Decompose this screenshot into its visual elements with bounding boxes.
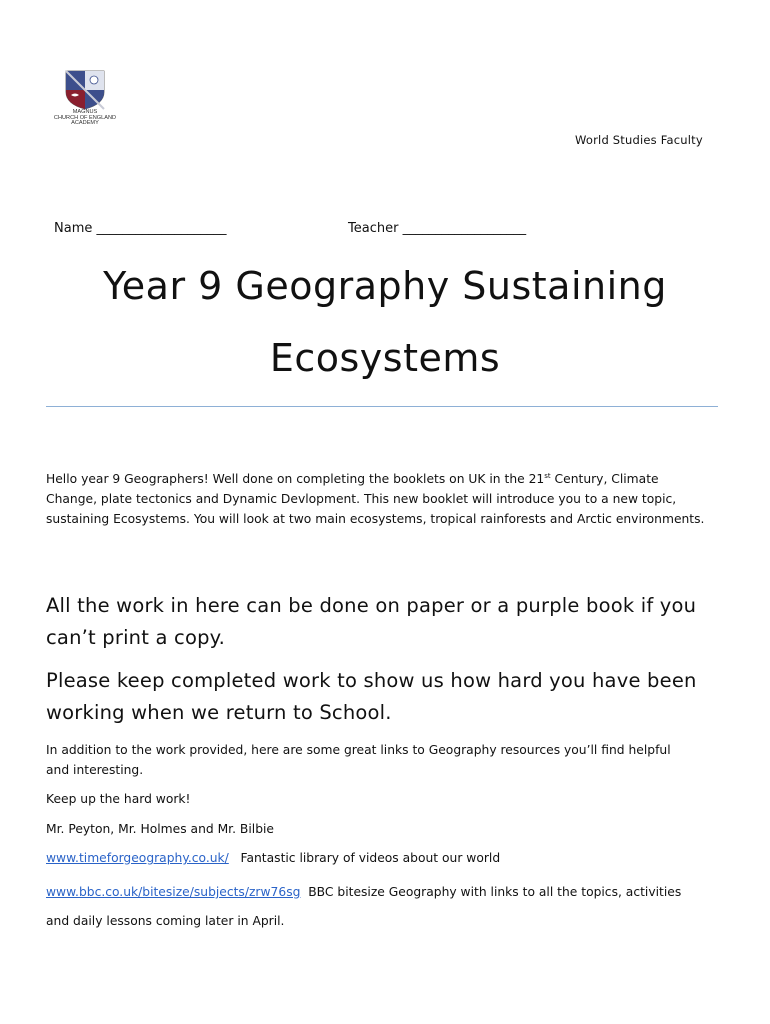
link-description: BBC bitesize Geography with links to all the topics, activities and daily lessons coming later in April.	[46, 885, 682, 928]
academy-crest-icon	[44, 70, 126, 110]
logo-text-line: ACADEMY	[71, 120, 99, 127]
link-description: Fantastic library of videos about our world	[240, 851, 501, 865]
faculty-label: World Studies Faculty	[575, 133, 703, 147]
keep-work-notice: Please keep completed work to show us how hard you have been working when we return to School.	[46, 669, 697, 724]
links-intro: In addition to the work provided, here are some great links to Geography resources you’ll find helpful and interesting.	[46, 743, 671, 777]
name-label: Name	[54, 221, 93, 236]
academy-logo	[44, 70, 126, 140]
signoff-text: Mr. Peyton, Mr. Holmes and Mr. Bilbie	[46, 822, 274, 836]
paper-notice: All the work in here can be done on paper or a purple book if you can’t print a copy.	[46, 594, 697, 649]
teacher-blank: ___________________	[402, 221, 527, 236]
teacher-label: Teacher	[348, 221, 399, 236]
name-blank: ____________________	[96, 221, 227, 236]
logo-text-line: CHURCH OF ENGLAND	[53, 114, 117, 121]
name-field[interactable]	[54, 221, 227, 236]
title-divider	[46, 406, 718, 407]
page-title-line-2: Ecosystems	[269, 336, 501, 380]
intro-text-part1: Hello year 9 Geographers! Well done on completing the booklets on UK in the 21	[46, 472, 545, 486]
intro-paragraph	[46, 469, 711, 529]
link-row	[46, 878, 696, 936]
teacher-field[interactable]	[348, 221, 526, 236]
timeforgeography-link[interactable]: www.timeforgeography.co.uk/	[46, 851, 229, 865]
bbc-bitesize-link[interactable]: www.bbc.co.uk/bitesize/subjects/zrw76sg	[46, 885, 301, 899]
page-title-line-1: Year 9 Geography Sustaining	[103, 264, 667, 308]
intro-superscript: st	[544, 471, 551, 480]
keep-up-text: Keep up the hard work!	[46, 792, 191, 806]
logo-text-line: MAGNUS	[72, 109, 98, 115]
link-row	[46, 848, 718, 868]
intro-text-part2: Century, Climate Change, plate tectonics and Dynamic Devlopment. This new booklet will introduce you to a new topic, sustaining Ecosystems. You will look at two main ecosystems, tropical rainforests and Arctic environments.	[46, 472, 705, 526]
